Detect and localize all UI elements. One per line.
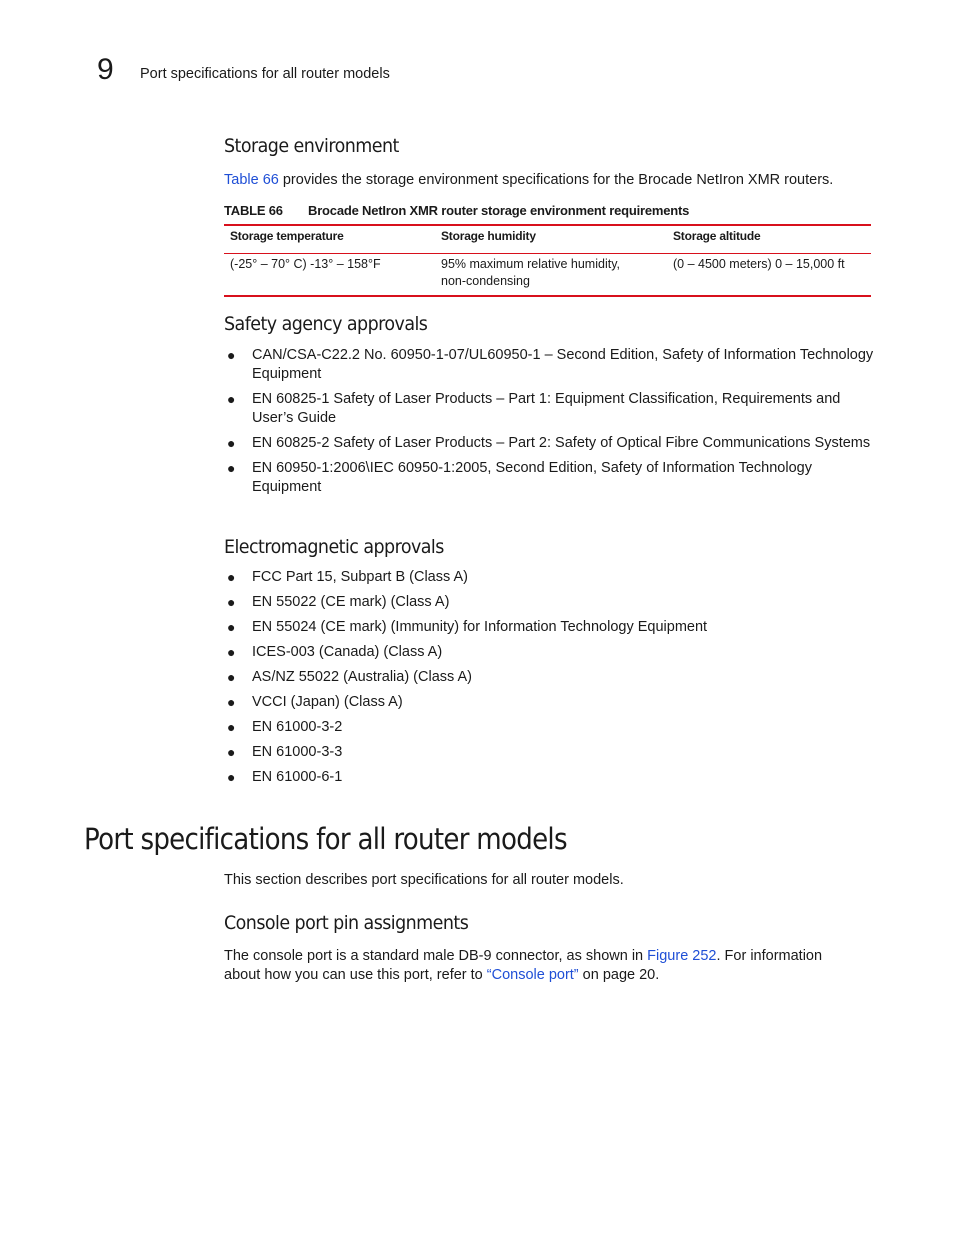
storage-heading: Storage environment xyxy=(224,135,399,157)
table-header-rule xyxy=(224,253,871,254)
list-item xyxy=(224,346,874,384)
table-top-rule xyxy=(224,224,871,226)
safety-heading: Safety agency approvals xyxy=(224,313,428,335)
emc-heading: Electromagnetic approvals xyxy=(224,536,444,558)
list-item-text: FCC Part 15, Subpart B (Class A) xyxy=(252,569,468,585)
table-label: TABLE 66 xyxy=(224,203,283,218)
list-item xyxy=(224,568,874,587)
list-item xyxy=(224,618,874,637)
bullet-icon: ● xyxy=(227,435,236,451)
console-heading: Console port pin assignments xyxy=(224,912,469,934)
ports-heading: Port specifications for all router models xyxy=(84,822,567,856)
emc-list xyxy=(224,568,874,793)
bullet-icon: ● xyxy=(227,719,236,735)
bullet-icon: ● xyxy=(227,619,236,635)
list-item xyxy=(224,434,874,453)
console-text: . For information about how you can use this port, refer to xyxy=(224,948,823,983)
table-title: Brocade NetIron XMR router storage environment requirements xyxy=(308,203,690,218)
list-item-text: AS/NZ 55022 (Australia) (Class A) xyxy=(252,669,472,685)
list-item xyxy=(224,459,874,497)
bullet-icon: ● xyxy=(227,644,236,660)
bullet-icon: ● xyxy=(227,594,236,610)
bullet-icon: ● xyxy=(227,769,236,785)
list-item-text: EN 61000-3-3 xyxy=(252,744,343,760)
storage-intro xyxy=(224,171,874,190)
list-item xyxy=(224,768,874,787)
list-item xyxy=(224,390,874,428)
console-text: The console port is a standard male DB-9 connector, as shown in xyxy=(224,948,648,964)
running-header: Port specifications for all router models xyxy=(140,66,390,82)
list-item-text: EN 60825-2 Safety of Laser Products – Part 2: Safety of Optical Fibre Communications Systems xyxy=(252,435,871,451)
bullet-icon: ● xyxy=(227,669,236,685)
list-item-text: EN 61000-3-2 xyxy=(252,719,343,735)
list-item xyxy=(224,693,874,712)
bullet-icon: ● xyxy=(227,391,236,407)
col-header-temperature: Storage temperature xyxy=(230,229,344,243)
list-item xyxy=(224,718,874,737)
figure-252-link[interactable]: Figure 252 xyxy=(647,948,717,964)
list-item-text: EN 55024 (CE mark) (Immunity) for Information Technology Equipment xyxy=(252,619,708,635)
bullet-icon: ● xyxy=(227,460,236,476)
ports-intro: This section describes port specifications for all router models. xyxy=(224,872,624,888)
list-item xyxy=(224,668,874,687)
list-item-text: EN 55022 (CE mark) (Class A) xyxy=(252,594,450,610)
table-66-link[interactable]: Table 66 xyxy=(224,172,279,188)
col-header-humidity: Storage humidity xyxy=(441,229,536,243)
list-item xyxy=(224,593,874,612)
list-item-text: EN 60825-1 Safety of Laser Products – Part 1: Equipment Classification, Requirements and User’s Guide xyxy=(252,391,841,426)
storage-intro-text: provides the storage environment specifications for the Brocade NetIron XMR routers. xyxy=(278,172,834,188)
col-header-altitude: Storage altitude xyxy=(673,229,761,243)
list-item-text: EN 60950-1:2006\IEC 60950-1:2005, Second Edition, Safety of Information Technology Equipment xyxy=(252,460,812,495)
console-text: on page 20. xyxy=(578,967,660,983)
bullet-icon: ● xyxy=(227,744,236,760)
table-caption xyxy=(224,203,689,219)
list-item xyxy=(224,643,874,662)
bullet-icon: ● xyxy=(227,569,236,585)
list-item-text: EN 61000-6-1 xyxy=(252,769,343,785)
bullet-icon: ● xyxy=(227,347,236,363)
cell-temperature: (-25° – 70° C) -13° – 158°F xyxy=(230,257,381,271)
cell-altitude: (0 – 4500 meters) 0 – 15,000 ft xyxy=(673,257,845,271)
chapter-number: 9 xyxy=(97,53,114,86)
list-item xyxy=(224,743,874,762)
list-item-text: CAN/CSA-C22.2 No. 60950-1-07/UL60950-1 – Second Edition, Safety of Information Technology Equipment xyxy=(252,347,874,382)
console-port-link[interactable]: “Console port” xyxy=(486,967,579,983)
list-item-text: ICES-003 (Canada) (Class A) xyxy=(252,644,443,660)
safety-list xyxy=(224,346,874,503)
table-bottom-rule xyxy=(224,295,871,297)
cell-humidity: 95% maximum relative humidity, non-condensing xyxy=(441,257,620,288)
list-item-text: VCCI (Japan) (Class A) xyxy=(252,694,403,710)
console-paragraph xyxy=(224,947,854,985)
bullet-icon: ● xyxy=(227,694,236,710)
